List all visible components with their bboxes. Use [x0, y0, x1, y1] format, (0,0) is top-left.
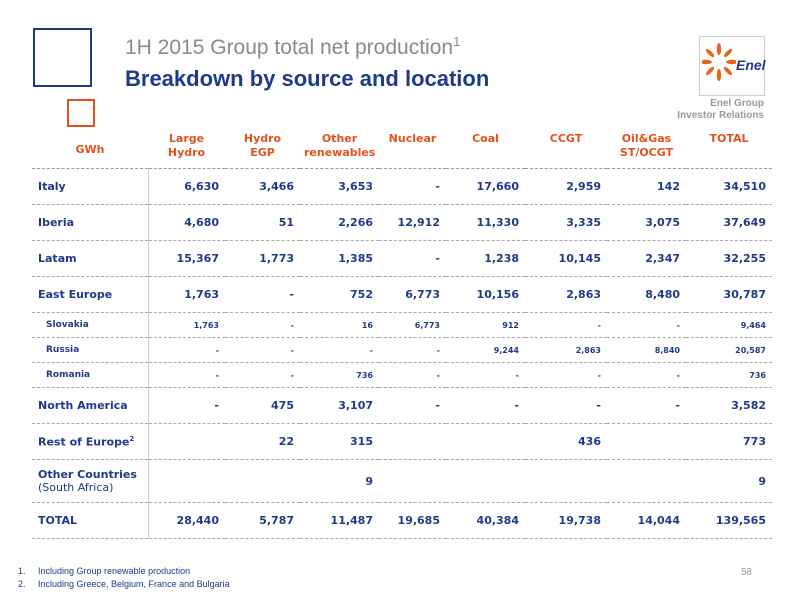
enel-flower-icon	[702, 41, 736, 91]
table-cell: 11,487	[300, 503, 379, 539]
decorative-square-orange	[67, 99, 95, 127]
table-cell: 32,255	[686, 241, 772, 277]
table-cell: 3,075	[607, 205, 686, 241]
production-table	[32, 130, 772, 539]
table-cell: -	[225, 313, 300, 338]
table-row	[32, 388, 772, 424]
column-header: TOTAL	[686, 130, 772, 169]
table-cell: -	[525, 363, 607, 388]
table-cell: 2,347	[607, 241, 686, 277]
table-row	[32, 313, 772, 338]
table-cell: 30,787	[686, 277, 772, 313]
table-cell: 22	[225, 424, 300, 460]
table-row	[32, 503, 772, 539]
column-header: Coal	[446, 130, 525, 169]
table-cell: -	[379, 169, 446, 205]
table-cell: 2,959	[525, 169, 607, 205]
table-cell: -	[148, 388, 225, 424]
table-cell: -	[225, 363, 300, 388]
table-cell	[446, 460, 525, 503]
table-cell: -	[379, 338, 446, 363]
table-cell: 1,385	[300, 241, 379, 277]
table-cell	[525, 460, 607, 503]
table-cell: -	[525, 313, 607, 338]
table-cell: 475	[225, 388, 300, 424]
decorative-square-blue	[33, 28, 92, 87]
column-header: Other renewables	[300, 130, 379, 169]
column-header: Oil&Gas ST/OCGT	[607, 130, 686, 169]
table-cell	[225, 460, 300, 503]
table-cell: 6,630	[148, 169, 225, 205]
table-cell: 10,156	[446, 277, 525, 313]
unit-header: GWh	[32, 130, 148, 169]
table-cell	[607, 424, 686, 460]
column-header: CCGT	[525, 130, 607, 169]
row-label: Italy	[32, 169, 148, 205]
table-cell: 19,685	[379, 503, 446, 539]
table-cell: -	[300, 338, 379, 363]
table-cell: 139,565	[686, 503, 772, 539]
table-cell: 3,107	[300, 388, 379, 424]
table-cell: 5,787	[225, 503, 300, 539]
logo-wordmark: Enel	[736, 57, 766, 73]
table-cell: 1,773	[225, 241, 300, 277]
row-label: Iberia	[32, 205, 148, 241]
row-label: TOTAL	[32, 503, 148, 539]
row-label: Rest of Europe$^2$	[32, 424, 148, 460]
table-cell: 1,238	[446, 241, 525, 277]
table-cell: 2,266	[300, 205, 379, 241]
table-cell: 3,335	[525, 205, 607, 241]
table-cell: 12,912	[379, 205, 446, 241]
table-cell: 6,773	[379, 313, 446, 338]
column-header: Large Hydro	[148, 130, 225, 169]
row-label: Romania	[32, 363, 148, 388]
table-cell: 3,466	[225, 169, 300, 205]
column-header: Hydro EGP	[225, 130, 300, 169]
enel-logo	[699, 36, 765, 96]
table-row	[32, 424, 772, 460]
table-cell: 9	[300, 460, 379, 503]
table-cell: -	[225, 277, 300, 313]
footnote-2: 2. Including Greece, Belgium, France and Bulgaria	[18, 579, 230, 589]
table-cell: 19,738	[525, 503, 607, 539]
table-cell: 9,464	[686, 313, 772, 338]
row-label: Slovakia	[32, 313, 148, 338]
table-row	[32, 169, 772, 205]
footnote-1: 1. Including Group renewable production	[18, 566, 191, 576]
table-cell: 752	[300, 277, 379, 313]
table-cell: 9,244	[446, 338, 525, 363]
table-cell: -	[379, 388, 446, 424]
table-cell: -	[379, 241, 446, 277]
table-cell: 8,480	[607, 277, 686, 313]
table-cell: 736	[300, 363, 379, 388]
table-cell: 34,510	[686, 169, 772, 205]
table-cell: 2,863	[525, 338, 607, 363]
table-cell: 315	[300, 424, 379, 460]
table-cell: 8,840	[607, 338, 686, 363]
table-cell: 773	[686, 424, 772, 460]
table-cell: 51	[225, 205, 300, 241]
table-cell: 1,763	[148, 277, 225, 313]
table-row	[32, 460, 772, 503]
row-label: Other Countries (South Africa)	[32, 460, 148, 503]
column-header: Nuclear	[379, 130, 446, 169]
table-cell: -	[607, 363, 686, 388]
table-cell: -	[148, 338, 225, 363]
table-cell: 3,582	[686, 388, 772, 424]
table-cell: 15,367	[148, 241, 225, 277]
table-cell	[148, 424, 225, 460]
table-row	[32, 205, 772, 241]
table-cell: -	[446, 388, 525, 424]
table-cell: 10,145	[525, 241, 607, 277]
table-cell: 4,680	[148, 205, 225, 241]
table-cell: 9	[686, 460, 772, 503]
table-cell: -	[525, 388, 607, 424]
table-cell: 17,660	[446, 169, 525, 205]
page-number: 58	[740, 567, 752, 578]
row-label: East Europe	[32, 277, 148, 313]
table-header-row	[32, 130, 772, 169]
table-cell: 912	[446, 313, 525, 338]
row-label: Latam	[32, 241, 148, 277]
table-row	[32, 338, 772, 363]
table-cell: 20,587	[686, 338, 772, 363]
page-subtitle: Breakdown by source and location	[125, 66, 490, 91]
table-cell	[379, 424, 446, 460]
table-cell: 3,653	[300, 169, 379, 205]
investor-relations-label: Enel Group Investor Relations	[677, 98, 764, 121]
table-cell: -	[379, 363, 446, 388]
table-cell: 37,649	[686, 205, 772, 241]
table-cell	[148, 460, 225, 503]
table-cell: -	[607, 388, 686, 424]
table-cell: -	[225, 338, 300, 363]
table-cell: 736	[686, 363, 772, 388]
table-cell: 6,773	[379, 277, 446, 313]
table-cell: 40,384	[446, 503, 525, 539]
table-cell: 11,330	[446, 205, 525, 241]
table-cell: 14,044	[607, 503, 686, 539]
table-row	[32, 277, 772, 313]
row-label: North America	[32, 388, 148, 424]
table-cell: 1,763	[148, 313, 225, 338]
table-cell: 16	[300, 313, 379, 338]
table-cell: -	[148, 363, 225, 388]
table-row	[32, 363, 772, 388]
table-cell: 436	[525, 424, 607, 460]
table-cell	[607, 460, 686, 503]
table-cell: -	[607, 313, 686, 338]
page-title: 1H 2015 Group total net production$^1$	[125, 34, 461, 59]
row-label: Russia	[32, 338, 148, 363]
table-cell: -	[446, 363, 525, 388]
table-cell: 28,440	[148, 503, 225, 539]
table-row	[32, 241, 772, 277]
table-cell: 2,863	[525, 277, 607, 313]
table-cell	[446, 424, 525, 460]
table-cell	[379, 460, 446, 503]
table-cell: 142	[607, 169, 686, 205]
